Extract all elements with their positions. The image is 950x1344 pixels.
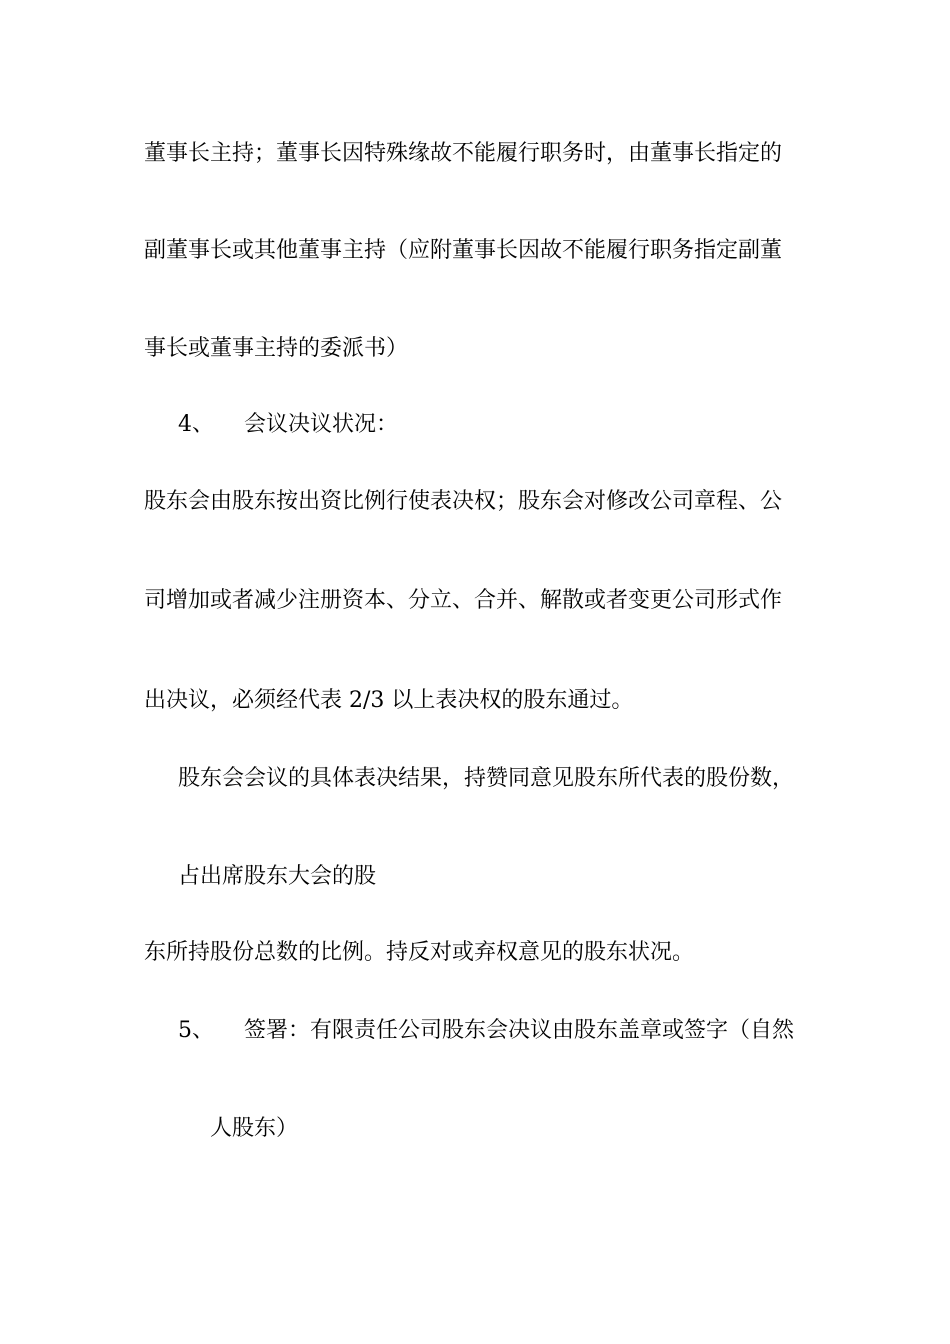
list-item-5	[178, 1016, 794, 1046]
list-item-4-heading: 会议决议状况：	[244, 412, 399, 437]
paragraph-line-6: 司增加或者减少注册资本、分立、合并、解散或者变更公司形式作	[144, 588, 783, 613]
paragraph-line-10: 东所持股份总数的比例。持反对或弃权意见的股东状况。	[144, 940, 695, 965]
paragraph-line-2: 副董事长或其他董事主持（应附董事长因故不能履行职务指定副董	[144, 238, 783, 263]
paragraph-line-3: 事长或董事主持的委派书）	[144, 336, 409, 361]
paragraph-line-9: 占出席股东大会的股	[178, 864, 377, 889]
paragraph-line-7: 出决议，必须经代表 2/3 以上表决权的股东通过。	[144, 688, 634, 713]
list-item-5-number: 5、	[178, 1018, 214, 1043]
list-item-4-number: 4、	[178, 412, 214, 437]
paragraph-line-1: 董事长主持；董事长因特殊缘故不能履行职务时，由董事长指定的	[144, 141, 783, 166]
paragraph-line-5: 股东会由股东按出资比例行使表决权；股东会对修改公司章程、公	[144, 489, 783, 514]
list-item-5-text: 签署：有限责任公司股东会决议由股东盖章或签字（自然	[244, 1018, 795, 1043]
list-item-4	[178, 410, 398, 440]
paragraph-line-8: 股东会会议的具体表决结果，持赞同意见股东所代表的股份数，	[178, 766, 795, 791]
paragraph-line-12: 人股东）	[210, 1116, 299, 1141]
